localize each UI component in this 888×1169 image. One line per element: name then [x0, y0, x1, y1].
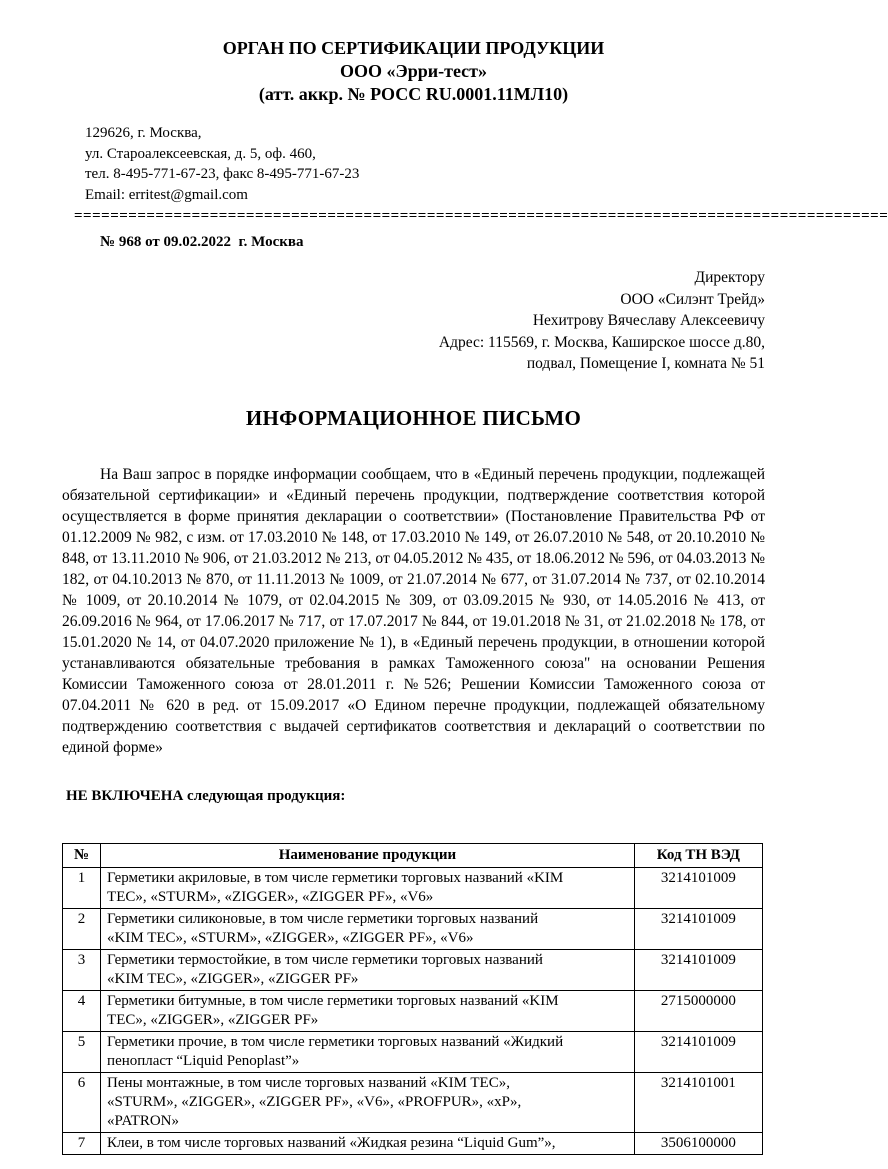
addressee-company: ООО «Силэнт Трейд» — [620, 290, 765, 308]
row-number: 7 — [63, 1132, 101, 1154]
product-name: Герметики силиконовые, в том числе герметики торговых названий «KIM TEC», «STURM», «ZIGGER», «ZIGGER PF», «V6» — [101, 908, 635, 949]
row-number: 4 — [63, 990, 101, 1031]
table-row — [63, 949, 763, 990]
addressee-person: Нехитрову Вячеславу Алексеевичу — [532, 312, 765, 329]
product-name: Герметики битумные, в том числе герметики торговых названий «KIM TEC», «ZIGGER», «ZIGGER PF» — [101, 990, 635, 1031]
row-number: 3 — [63, 949, 101, 990]
row-number: 6 — [63, 1072, 101, 1132]
contact-street-address: ул. Староалексеевская, д. 5, оф. 460, — [85, 145, 316, 162]
product-table — [62, 843, 763, 1155]
addressee-address-line-2: подвал, Помещение I, комната № 51 — [526, 355, 765, 372]
table-row — [63, 1132, 763, 1154]
addressee-position: Директору — [694, 269, 765, 286]
column-header-tnved-code: Код ТН ВЭД — [634, 843, 762, 867]
row-number: 5 — [63, 1031, 101, 1072]
accreditation-number: (атт. аккр. № РОСС RU.0001.11МЛ10) — [258, 84, 569, 104]
contact-postal-city: 129626, г. Москва, — [85, 125, 202, 141]
org-name: ООО «Эрри-тест» — [340, 61, 487, 81]
column-header-product-name: Наименование продукции — [101, 843, 635, 867]
table-header-row — [63, 843, 763, 867]
tnved-code: 3506100000 — [634, 1132, 762, 1154]
contact-email: Email: erritest@gmail.com — [85, 186, 248, 203]
tnved-code: 3214101009 — [634, 1031, 762, 1072]
addressee-block — [62, 267, 765, 375]
table-row — [63, 867, 763, 908]
org-header — [62, 37, 765, 106]
reference-number-line: № 968 от 09.02.2022 г. Москва — [100, 234, 304, 250]
row-number: 2 — [63, 908, 101, 949]
product-name: Пены монтажные, в том числе торговых названий «KIM TEC», «STURM», «ZIGGER», «ZIGGER PF», «V6», «PROFPUR», «xP», «PATRON» — [101, 1072, 635, 1132]
table-row — [63, 1031, 763, 1072]
product-name: Клеи, в том числе торговых названий «Жидкая резина “Liquid Gum”», — [101, 1132, 635, 1154]
certification-body-title: ОРГАН ПО СЕРТИФИКАЦИИ ПРОДУКЦИИ — [222, 38, 605, 58]
tnved-code: 3214101001 — [634, 1072, 762, 1132]
tnved-code: 3214101009 — [634, 949, 762, 990]
not-included-heading: НЕ ВКЛЮЧЕНА следующая продукция: — [66, 787, 346, 804]
contact-phone-fax: тел. 8-495-771-67-23, факс 8-495-771-67-23 — [85, 166, 360, 182]
equals-divider: ========================================================================================== — [74, 208, 888, 224]
row-number: 1 — [63, 867, 101, 908]
contact-block — [85, 123, 765, 205]
column-header-number: № — [63, 843, 101, 867]
letter-title: ИНФОРМАЦИОННОЕ ПИСЬМО — [245, 405, 582, 430]
letter-body-paragraph: На Ваш запрос в порядке информации сообщаем, что в «Единый перечень продукции, подлежащей обязательной сертификации» и «Единый перечень продукции, подтверждение соответствия которой осуществляется в форме принятия декларации о соответствии» (Постановление Правительства РФ от 01.12.2009 № 982, с изм. от 17.03.2010 № 148, от 17.03.2010 № 149, от 26.07.2010 № 548, от 20.10.2010 № 848, от 13.11.2010 № 906, от 21.03.2012 № 213, от 04.05.2012 № 435, от 18.06.2012 № 596, от 04.03.2013 № 182, от 04.10.2013 № 870, от 11.11.2013 № 1009, от 21.07.2014 № 677, от 31.07.2014 № 737, от 02.10.2014 № 1009, от 20.10.2014 № 1079, от 02.04.2015 № 309, от 03.09.2015 № 930, от 14.05.2016 № 413, от 26.09.2016 № 964, от 17.06.2017 № 717, от 17.07.2017 № 844, от 19.01.2018 № 31, от 21.02.2018 № 178, от 15.01.2020 № 14, от 04.07.2020 приложение № 1), в «Единый перечень продукции, в отношении которой устанавливаются обязательные требования в рамках Таможенного союза" на основании Решения Комиссии Таможенного союза от 28.01.2011 г. №526; Решении Комиссии Таможенного союза от 07.04.2011 № 620 в ред. от 15.09.2017 «О Едином перечне продукции, подлежащей обязательному подтверждению соответствия с выдачей сертификатов соответствия и деклараций о соответствии по единой форме» — [62, 465, 765, 756]
tnved-code: 2715000000 — [634, 990, 762, 1031]
tnved-code: 3214101009 — [634, 867, 762, 908]
product-name: Герметики прочие, в том числе герметики торговых названий «Жидкий пенопласт “Liquid Penoplast”» — [101, 1031, 635, 1072]
product-name: Герметики термостойкие, в том числе герметики торговых названий «KIM TEC», «ZIGGER», «ZIGGER PF» — [101, 949, 635, 990]
table-row — [63, 908, 763, 949]
table-row — [63, 990, 763, 1031]
table-row — [63, 1072, 763, 1132]
addressee-address-line-1: Адрес: 115569, г. Москва, Каширское шоссе д.80, — [438, 333, 765, 351]
product-name: Герметики акриловые, в том числе герметики торговых названий «KIM ТЕС», «STURM», «ZIGGER», «ZIGGER PF», «V6» — [101, 867, 635, 908]
tnved-code: 3214101009 — [634, 908, 762, 949]
